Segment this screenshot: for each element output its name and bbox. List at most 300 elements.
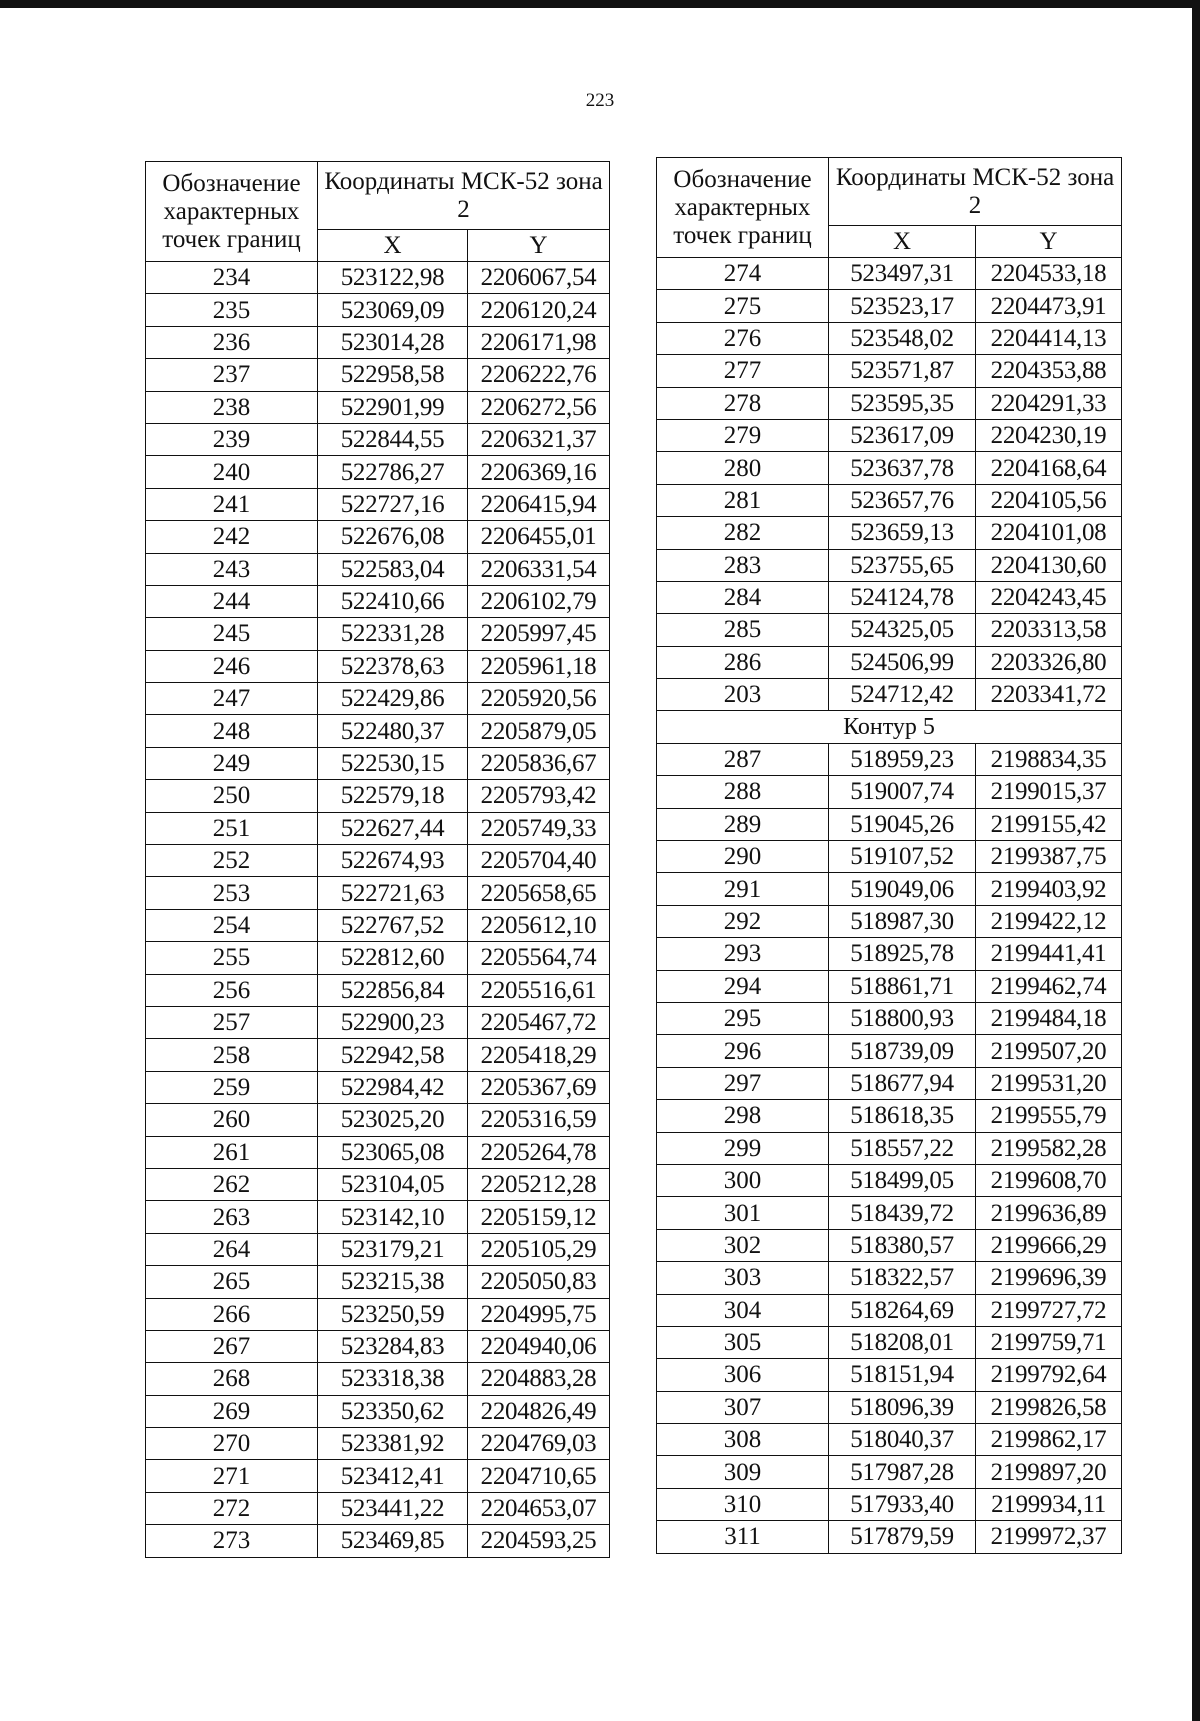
point-cell: 298 (657, 1100, 829, 1132)
point-cell: 280 (657, 452, 829, 484)
point-cell: 258 (146, 1039, 318, 1071)
point-cell: 265 (146, 1266, 318, 1298)
x-cell: 518925,78 (829, 938, 976, 970)
x-cell: 518040,37 (829, 1424, 976, 1456)
table-row (146, 585, 610, 617)
y-cell: 2204940,06 (468, 1330, 610, 1362)
table-row (146, 1395, 610, 1427)
y-cell: 2204883,28 (468, 1363, 610, 1395)
table-row (146, 1071, 610, 1103)
point-cell: 203 (657, 679, 829, 711)
table-row (657, 808, 1122, 840)
header-x: X (318, 230, 468, 262)
x-cell: 519107,52 (829, 841, 976, 873)
y-cell: 2204710,65 (468, 1460, 610, 1492)
point-cell: 254 (146, 909, 318, 941)
point-cell: 249 (146, 747, 318, 779)
y-cell: 2204769,03 (468, 1428, 610, 1460)
x-cell: 518800,93 (829, 1002, 976, 1034)
table-row (657, 1197, 1122, 1229)
x-cell: 523318,38 (318, 1363, 468, 1395)
point-cell: 255 (146, 942, 318, 974)
x-cell: 518618,35 (829, 1100, 976, 1132)
x-cell: 522901,99 (318, 391, 468, 423)
table-row (146, 974, 610, 1006)
x-cell: 523469,85 (318, 1525, 468, 1557)
table-row (657, 452, 1122, 484)
point-cell: 259 (146, 1071, 318, 1103)
x-cell: 523215,38 (318, 1266, 468, 1298)
x-cell: 522727,16 (318, 488, 468, 520)
point-cell: 263 (146, 1201, 318, 1233)
y-cell: 2204243,45 (976, 581, 1122, 613)
x-cell: 523441,22 (318, 1492, 468, 1524)
x-cell: 522331,28 (318, 618, 468, 650)
point-cell: 240 (146, 456, 318, 488)
y-cell: 2199636,89 (976, 1197, 1122, 1229)
point-cell: 269 (146, 1395, 318, 1427)
x-cell: 523142,10 (318, 1201, 468, 1233)
y-cell: 2204353,88 (976, 355, 1122, 387)
x-cell: 517879,59 (829, 1521, 976, 1553)
point-cell: 309 (657, 1456, 829, 1488)
table-row (657, 1521, 1122, 1553)
point-cell: 285 (657, 614, 829, 646)
y-cell: 2199555,79 (976, 1100, 1122, 1132)
table-row (657, 1391, 1122, 1423)
table-row (146, 488, 610, 520)
x-cell: 522786,27 (318, 456, 468, 488)
contour-label: Контур 5 (657, 711, 1122, 743)
x-cell: 517933,40 (829, 1488, 976, 1520)
y-cell: 2199696,39 (976, 1262, 1122, 1294)
point-cell: 272 (146, 1492, 318, 1524)
y-cell: 2199759,71 (976, 1326, 1122, 1358)
y-cell: 2205516,61 (468, 974, 610, 1006)
table-row (657, 873, 1122, 905)
y-cell: 2205418,29 (468, 1039, 610, 1071)
point-cell: 275 (657, 290, 829, 322)
x-cell: 522984,42 (318, 1071, 468, 1103)
x-cell: 523657,76 (829, 484, 976, 516)
y-cell: 2205749,33 (468, 812, 610, 844)
point-cell: 267 (146, 1330, 318, 1362)
x-cell: 522480,37 (318, 715, 468, 747)
x-cell: 522844,55 (318, 423, 468, 455)
point-cell: 237 (146, 359, 318, 391)
table-row (146, 326, 610, 358)
y-cell: 2199666,29 (976, 1229, 1122, 1261)
table-row (146, 456, 610, 488)
y-cell: 2199792,64 (976, 1359, 1122, 1391)
y-cell: 2206455,01 (468, 521, 610, 553)
table-row (657, 1456, 1122, 1488)
x-cell: 518557,22 (829, 1132, 976, 1164)
point-cell: 274 (657, 258, 829, 290)
x-cell: 523497,31 (829, 258, 976, 290)
point-cell: 283 (657, 549, 829, 581)
x-cell: 523381,92 (318, 1428, 468, 1460)
point-cell: 295 (657, 1002, 829, 1034)
y-cell: 2199826,58 (976, 1391, 1122, 1423)
point-cell: 256 (146, 974, 318, 1006)
x-cell: 522627,44 (318, 812, 468, 844)
table-row (146, 683, 610, 715)
y-cell: 2206415,94 (468, 488, 610, 520)
x-cell: 523069,09 (318, 294, 468, 326)
x-cell: 522579,18 (318, 780, 468, 812)
point-cell: 297 (657, 1067, 829, 1099)
point-cell: 284 (657, 581, 829, 613)
table-row (657, 258, 1122, 290)
y-cell: 2199403,92 (976, 873, 1122, 905)
point-cell: 262 (146, 1168, 318, 1200)
x-cell: 522583,04 (318, 553, 468, 585)
table-row (657, 970, 1122, 1002)
y-cell: 2206331,54 (468, 553, 610, 585)
scan-edge-top (0, 0, 1200, 8)
table-row (146, 1039, 610, 1071)
table-row (657, 776, 1122, 808)
table-row (146, 845, 610, 877)
table-row (657, 484, 1122, 516)
x-cell: 518380,57 (829, 1229, 976, 1261)
point-cell: 291 (657, 873, 829, 905)
y-cell: 2204168,64 (976, 452, 1122, 484)
table-row (657, 1359, 1122, 1391)
point-cell: 253 (146, 877, 318, 909)
x-cell: 524712,42 (829, 679, 976, 711)
x-cell: 522410,66 (318, 585, 468, 617)
y-cell: 2205836,67 (468, 747, 610, 779)
table-row (657, 905, 1122, 937)
point-cell: 311 (657, 1521, 829, 1553)
table-row (146, 618, 610, 650)
point-cell: 303 (657, 1262, 829, 1294)
y-cell: 2204826,49 (468, 1395, 610, 1427)
y-cell: 2205467,72 (468, 1006, 610, 1038)
table-row (146, 1363, 610, 1395)
y-cell: 2199015,37 (976, 776, 1122, 808)
x-cell: 522378,63 (318, 650, 468, 682)
header-y: Y (468, 230, 610, 262)
x-cell: 524325,05 (829, 614, 976, 646)
table-row (657, 841, 1122, 873)
y-cell: 2204105,56 (976, 484, 1122, 516)
point-cell: 290 (657, 841, 829, 873)
point-cell: 260 (146, 1104, 318, 1136)
table-row (146, 1006, 610, 1038)
table-row (146, 650, 610, 682)
x-cell: 522767,52 (318, 909, 468, 941)
point-cell: 299 (657, 1132, 829, 1164)
y-cell: 2205961,18 (468, 650, 610, 682)
y-cell: 2199387,75 (976, 841, 1122, 873)
y-cell: 2199582,28 (976, 1132, 1122, 1164)
coordinates-table-right (656, 157, 1122, 1554)
x-cell: 522674,93 (318, 845, 468, 877)
point-cell: 301 (657, 1197, 829, 1229)
table-row (146, 521, 610, 553)
x-cell: 518677,94 (829, 1067, 976, 1099)
header-point-designation: Обозначение характерных точек границ (146, 162, 318, 262)
point-cell: 246 (146, 650, 318, 682)
x-cell: 524124,78 (829, 581, 976, 613)
point-cell: 302 (657, 1229, 829, 1261)
table-row (146, 812, 610, 844)
table-row (657, 1262, 1122, 1294)
table-row (146, 1492, 610, 1524)
table-row (146, 877, 610, 909)
point-cell: 266 (146, 1298, 318, 1330)
table-row (657, 290, 1122, 322)
x-cell: 522856,84 (318, 974, 468, 1006)
y-cell: 2205564,74 (468, 942, 610, 974)
table-row (146, 1460, 610, 1492)
y-cell: 2204101,08 (976, 517, 1122, 549)
y-cell: 2199531,20 (976, 1067, 1122, 1099)
table-row (146, 747, 610, 779)
y-cell: 2205367,69 (468, 1071, 610, 1103)
x-cell: 522958,58 (318, 359, 468, 391)
table-row (657, 355, 1122, 387)
point-cell: 292 (657, 905, 829, 937)
point-cell: 294 (657, 970, 829, 1002)
table-row (146, 942, 610, 974)
x-cell: 524506,99 (829, 646, 976, 678)
point-cell: 250 (146, 780, 318, 812)
table-row (146, 1201, 610, 1233)
point-cell: 307 (657, 1391, 829, 1423)
point-cell: 300 (657, 1164, 829, 1196)
table-row (146, 1525, 610, 1557)
table-row (657, 581, 1122, 613)
table-row (657, 679, 1122, 711)
x-cell: 517987,28 (829, 1456, 976, 1488)
scan-edge-right (1192, 0, 1200, 1721)
x-cell: 519049,06 (829, 873, 976, 905)
header-x: X (829, 226, 976, 258)
y-cell: 2199862,17 (976, 1424, 1122, 1456)
point-cell: 251 (146, 812, 318, 844)
table-row (146, 1136, 610, 1168)
table-row (146, 359, 610, 391)
point-cell: 245 (146, 618, 318, 650)
table-row (146, 1266, 610, 1298)
y-cell: 2205612,10 (468, 909, 610, 941)
table-row (657, 419, 1122, 451)
x-cell: 523548,02 (829, 322, 976, 354)
table-row (146, 715, 610, 747)
x-cell: 523014,28 (318, 326, 468, 358)
point-cell: 306 (657, 1359, 829, 1391)
table-row (146, 1428, 610, 1460)
x-cell: 523025,20 (318, 1104, 468, 1136)
point-cell: 239 (146, 423, 318, 455)
table-row (657, 1002, 1122, 1034)
coordinates-table-right-body (657, 158, 1122, 1554)
x-cell: 519007,74 (829, 776, 976, 808)
y-cell: 2206067,54 (468, 262, 610, 294)
table-row (657, 938, 1122, 970)
x-cell: 522900,23 (318, 1006, 468, 1038)
y-cell: 2204230,19 (976, 419, 1122, 451)
x-cell: 522812,60 (318, 942, 468, 974)
y-cell: 2199484,18 (976, 1002, 1122, 1034)
y-cell: 2205793,42 (468, 780, 610, 812)
table-row (146, 909, 610, 941)
table-row (657, 1326, 1122, 1358)
header-point-designation: Обозначение характерных точек границ (657, 158, 829, 258)
table-row (146, 780, 610, 812)
x-cell: 518499,05 (829, 1164, 976, 1196)
table-row (657, 1164, 1122, 1196)
table-row (657, 517, 1122, 549)
point-cell: 242 (146, 521, 318, 553)
table-row (657, 322, 1122, 354)
y-cell: 2199897,20 (976, 1456, 1122, 1488)
point-cell: 276 (657, 322, 829, 354)
point-cell: 257 (146, 1006, 318, 1038)
y-cell: 2205105,29 (468, 1233, 610, 1265)
x-cell: 518987,30 (829, 905, 976, 937)
table-row (657, 1100, 1122, 1132)
x-cell: 522721,63 (318, 877, 468, 909)
table-row (146, 1233, 610, 1265)
table-row (146, 391, 610, 423)
header-row (657, 158, 1122, 226)
table-row (146, 423, 610, 455)
y-cell: 2205159,12 (468, 1201, 610, 1233)
x-cell: 523065,08 (318, 1136, 468, 1168)
y-cell: 2204593,25 (468, 1525, 610, 1557)
x-cell: 523595,35 (829, 387, 976, 419)
x-cell: 522530,15 (318, 747, 468, 779)
point-cell: 281 (657, 484, 829, 516)
point-cell: 247 (146, 683, 318, 715)
y-cell: 2204291,33 (976, 387, 1122, 419)
y-cell: 2206272,56 (468, 391, 610, 423)
coordinates-table-left (145, 161, 610, 1558)
table-row (657, 1067, 1122, 1099)
y-cell: 2206369,16 (468, 456, 610, 488)
point-cell: 289 (657, 808, 829, 840)
point-cell: 268 (146, 1363, 318, 1395)
y-cell: 2204533,18 (976, 258, 1122, 290)
x-cell: 518739,09 (829, 1035, 976, 1067)
x-cell: 523412,41 (318, 1460, 468, 1492)
point-cell: 304 (657, 1294, 829, 1326)
point-cell: 282 (657, 517, 829, 549)
point-cell: 243 (146, 553, 318, 585)
y-cell: 2206102,79 (468, 585, 610, 617)
x-cell: 518096,39 (829, 1391, 976, 1423)
x-cell: 518264,69 (829, 1294, 976, 1326)
table-row (657, 1035, 1122, 1067)
x-cell: 523637,78 (829, 452, 976, 484)
y-cell: 2205879,05 (468, 715, 610, 747)
point-cell: 286 (657, 646, 829, 678)
table-row (146, 294, 610, 326)
x-cell: 518322,57 (829, 1262, 976, 1294)
page-number: 223 (585, 90, 615, 111)
header-coordinates: Координаты МСК-52 зона 2 (829, 158, 1122, 226)
y-cell: 2203341,72 (976, 679, 1122, 711)
point-cell: 261 (146, 1136, 318, 1168)
y-cell: 2204995,75 (468, 1298, 610, 1330)
point-cell: 310 (657, 1488, 829, 1520)
y-cell: 2199441,41 (976, 938, 1122, 970)
contour-row (657, 711, 1122, 743)
point-cell: 270 (146, 1428, 318, 1460)
point-cell: 236 (146, 326, 318, 358)
table-row (657, 1132, 1122, 1164)
y-cell: 2204414,13 (976, 322, 1122, 354)
point-cell: 252 (146, 845, 318, 877)
y-cell: 2203326,80 (976, 646, 1122, 678)
x-cell: 522676,08 (318, 521, 468, 553)
y-cell: 2199462,74 (976, 970, 1122, 1002)
x-cell: 522429,86 (318, 683, 468, 715)
x-cell: 518439,72 (829, 1197, 976, 1229)
point-cell: 241 (146, 488, 318, 520)
y-cell: 2198834,35 (976, 743, 1122, 775)
table-row (657, 1424, 1122, 1456)
y-cell: 2203313,58 (976, 614, 1122, 646)
point-cell: 278 (657, 387, 829, 419)
point-cell: 271 (146, 1460, 318, 1492)
point-cell: 234 (146, 262, 318, 294)
x-cell: 523350,62 (318, 1395, 468, 1427)
point-cell: 248 (146, 715, 318, 747)
table-row (657, 614, 1122, 646)
y-cell: 2204130,60 (976, 549, 1122, 581)
x-cell: 518861,71 (829, 970, 976, 1002)
point-cell: 287 (657, 743, 829, 775)
point-cell: 273 (146, 1525, 318, 1557)
y-cell: 2206171,98 (468, 326, 610, 358)
table-row (657, 1488, 1122, 1520)
y-cell: 2199608,70 (976, 1164, 1122, 1196)
y-cell: 2204653,07 (468, 1492, 610, 1524)
y-cell: 2205212,28 (468, 1168, 610, 1200)
y-cell: 2199155,42 (976, 808, 1122, 840)
point-cell: 244 (146, 585, 318, 617)
point-cell: 308 (657, 1424, 829, 1456)
y-cell: 2199727,72 (976, 1294, 1122, 1326)
x-cell: 523284,83 (318, 1330, 468, 1362)
x-cell: 523617,09 (829, 419, 976, 451)
y-cell: 2204473,91 (976, 290, 1122, 322)
x-cell: 518959,23 (829, 743, 976, 775)
table-row (657, 1294, 1122, 1326)
point-cell: 279 (657, 419, 829, 451)
y-cell: 2205920,56 (468, 683, 610, 715)
table-row (657, 549, 1122, 581)
y-cell: 2205050,83 (468, 1266, 610, 1298)
y-cell: 2205316,59 (468, 1104, 610, 1136)
y-cell: 2205658,65 (468, 877, 610, 909)
point-cell: 288 (657, 776, 829, 808)
header-coordinates: Координаты МСК-52 зона 2 (318, 162, 610, 230)
x-cell: 519045,26 (829, 808, 976, 840)
table-row (657, 646, 1122, 678)
coordinates-table-left-body (146, 162, 610, 1558)
point-cell: 296 (657, 1035, 829, 1067)
point-cell: 238 (146, 391, 318, 423)
x-cell: 523250,59 (318, 1298, 468, 1330)
x-cell: 523523,17 (829, 290, 976, 322)
